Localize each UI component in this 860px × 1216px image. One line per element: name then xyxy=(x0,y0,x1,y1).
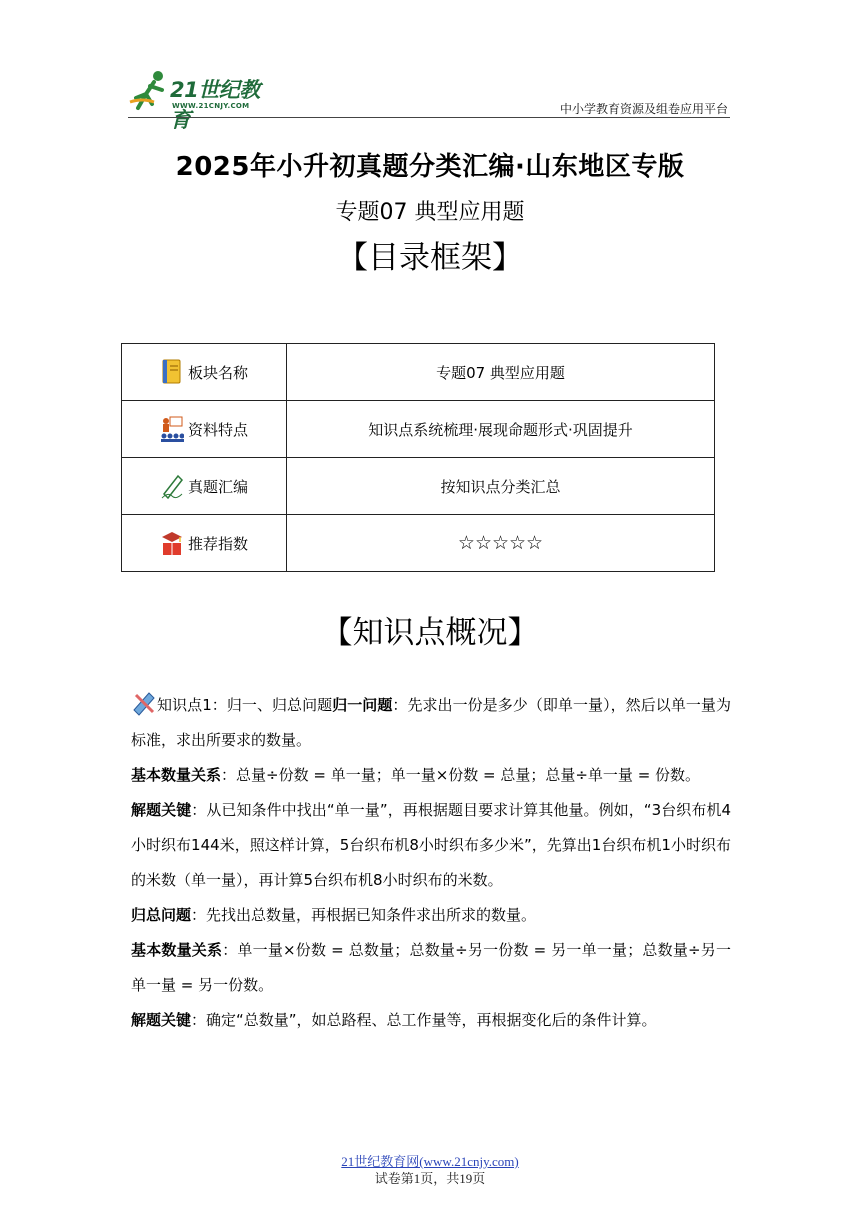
paragraph: 基本数量关系：单一量×份数 = 总数量；总数量÷另一份数 = 另一单一量；总数量÷另一单一量 = 另一份数。 xyxy=(131,941,731,994)
logo xyxy=(128,62,278,132)
catalog-heading: 【目录框架】 xyxy=(337,240,523,276)
ruler-pencil-icon xyxy=(131,690,157,716)
row-label-rating: 推荐指数 xyxy=(187,534,248,553)
page-subtitle: 专题07 典型应用题 xyxy=(335,200,525,225)
paragraph: 解题关键：确定“总数量”，如总路程、总工作量等，再根据变化后的条件计算。 xyxy=(131,1011,657,1029)
paragraph: 归总问题：先找出总数量，再根据已知条件求出所求的数量。 xyxy=(131,906,537,924)
table-row xyxy=(122,458,715,515)
knowledge-content xyxy=(131,688,731,1038)
page-title: 2025年小升初真题分类汇编·山东地区专版 xyxy=(175,152,685,182)
paragraph: 解题关键：从已知条件中找出“单一量”，再根据题目要求计算其他量。例如，“3台织布机4小时织布144米，照这样计算，5台织布机8小时织布多少米”，先算出1台织布机1小时织布的米数（单一量），再计算5台织布机8小时织布的米数。 xyxy=(131,801,731,889)
row-value-rating: ☆☆☆☆☆ xyxy=(287,515,715,572)
header-divider xyxy=(128,117,730,118)
paragraph: 知识点1：归一、归总问题归一问题：先求出一份是多少（即单一量），然后以单一量为标准，求出所要求的数量。 xyxy=(131,688,731,758)
row-value-features: 知识点系统梳理·展现命题形式·巩固提升 xyxy=(287,401,715,458)
runner-logo-icon xyxy=(128,68,172,112)
teacher-icon xyxy=(160,415,184,443)
book-icon xyxy=(160,358,184,386)
footer-link[interactable]: 21世纪教育网(www.21cnjy.com) xyxy=(341,1154,519,1169)
logo-url: WWW.21CNJY.COM xyxy=(172,102,250,110)
row-label-features: 资料特点 xyxy=(187,420,248,439)
page-header xyxy=(128,62,730,132)
row-label-compilation: 真题汇编 xyxy=(187,477,248,496)
catalog-table xyxy=(121,343,715,572)
logo-text: 21世纪教育 xyxy=(170,78,260,132)
paragraph: 基本数量关系：总量÷份数 = 单一量；单一量×份数 = 总量；总量÷单一量 = 份数。 xyxy=(131,766,701,784)
row-label-name: 板块名称 xyxy=(187,363,248,382)
pen-icon xyxy=(160,472,184,500)
table-row xyxy=(122,344,715,401)
table-row xyxy=(122,515,715,572)
header-platform-text: 中小学教育资源及组卷应用平台 xyxy=(559,102,728,116)
knowledge-heading: 【知识点概况】 xyxy=(321,615,539,651)
row-value-name: 专题07 典型应用题 xyxy=(287,344,715,401)
table-row xyxy=(122,401,715,458)
graduation-book-icon xyxy=(160,529,184,557)
row-value-compilation: 按知识点分类汇总 xyxy=(287,458,715,515)
page-number: 试卷第1页，共19页 xyxy=(374,1171,486,1186)
